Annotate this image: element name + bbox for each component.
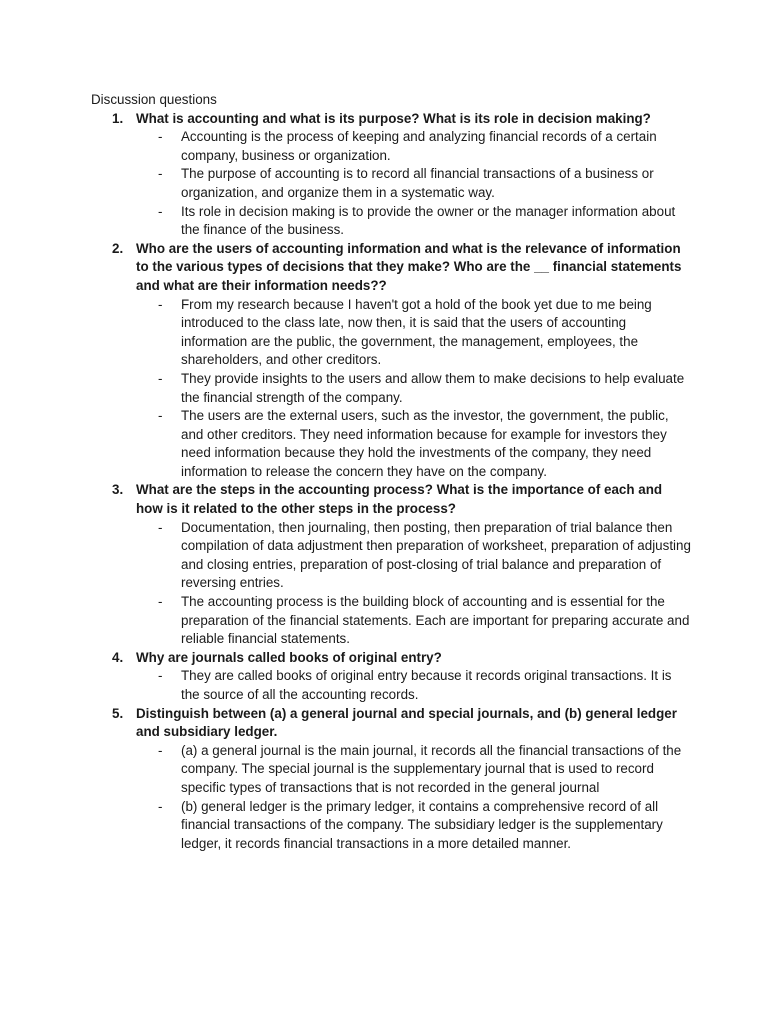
answer-text: The purpose of accounting is to record all financial transactions of a business or organization, and organize them in a systematic way. — [181, 166, 654, 200]
answer-text: Documentation, then journaling, then posting, then preparation of trial balance then compilation of data adjustment then preparation of worksheet, preparation of adjusting and closing entries, preparation of post-closing of trial balance and preparation of reversing entries. — [181, 519, 691, 591]
answer-text: Its role in decision making is to provide the owner or the manager information about the finance of the business. — [181, 203, 676, 238]
answer-text: From my research because I haven't got a hold of the book yet due to me being introduced to the class late, now then, it is said that the users of accounting information are the public, the government, the management, employees, the shareholders, and other creditors. — [181, 296, 652, 368]
answer-item — [136, 165, 691, 202]
answer-item — [136, 407, 691, 481]
answer-list — [136, 519, 691, 649]
question-number: 2. — [112, 240, 124, 256]
answer-text: They are called books of original entry because it records original transactions. It is the source of all the accounting records. — [181, 668, 672, 702]
answer-item — [136, 128, 691, 165]
answer-item — [136, 296, 691, 370]
dash-bullet: - — [158, 798, 163, 814]
answer-list — [136, 667, 691, 704]
answer-text: The users are the external users, such as the investor, the government, the public, and other creditors. They need information because for example for investors they need information because they hold the investments of the company, they need information to release the concern they have on the company. — [181, 408, 669, 479]
answer-list — [136, 296, 691, 482]
question-item — [91, 649, 691, 705]
question-item — [91, 240, 691, 482]
question-text: What are the steps in the accounting process? What is the importance of each and how is it related to the other steps in the process? — [136, 482, 663, 517]
question-item — [91, 705, 691, 854]
question-list — [91, 110, 691, 854]
answer-item — [136, 519, 691, 593]
answer-text: Accounting is the process of keeping and analyzing financial records of a certain company, business or organization. — [181, 129, 657, 163]
dash-bullet: - — [158, 203, 163, 219]
question-number: 5. — [112, 705, 124, 721]
question-number: 4. — [112, 649, 124, 665]
answer-item — [136, 667, 691, 704]
question-text: Distinguish between (a) a general journal and special journals, and (b) general ledger and subsidiary ledger. — [136, 705, 677, 740]
page-title: Discussion questions — [91, 92, 217, 107]
answer-item — [136, 593, 691, 649]
dash-bullet: - — [158, 742, 163, 758]
answer-list — [136, 742, 691, 854]
answer-item — [136, 742, 691, 798]
answer-item — [136, 798, 691, 854]
dash-bullet: - — [158, 519, 163, 535]
document-page — [91, 91, 691, 853]
dash-bullet: - — [158, 668, 163, 684]
answer-text: (a) a general journal is the main journal, it records all the financial transactions of the company. The special journal is the supplementary journal that is used to record specific types of transactions that is not recorded in the general journal — [181, 742, 682, 795]
dash-bullet: - — [158, 129, 163, 145]
dash-bullet: - — [158, 370, 163, 386]
answer-item — [136, 370, 691, 407]
answer-text: The accounting process is the building block of accounting and is essential for the preparation of the financial statements. Each are important for preparing accurate and reliable financial statements. — [181, 594, 690, 647]
question-text: Why are journals called books of original entry? — [136, 649, 442, 665]
question-number: 3. — [112, 482, 124, 498]
question-item — [91, 481, 691, 648]
question-number: 1. — [112, 110, 124, 126]
question-text: What is accounting and what is its purpose? What is its role in decision making? — [136, 110, 651, 126]
dash-bullet: - — [158, 166, 163, 182]
dash-bullet: - — [158, 408, 163, 424]
question-item — [91, 110, 691, 240]
answer-text: (b) general ledger is the primary ledger, it contains a comprehensive record of all financial transactions of the company. The subsidiary ledger is the supplementary ledger, it records financial transactions in a more detailed manner. — [181, 798, 663, 851]
answer-list — [136, 128, 691, 240]
answer-text: They provide insights to the users and allow them to make decisions to help evaluate the financial strength of the company. — [181, 370, 685, 405]
dash-bullet: - — [158, 594, 163, 610]
question-text: Who are the users of accounting information and what is the relevance of information to the various types of decisions that they make? Who are the __ financial statements and what are their information needs?? — [136, 240, 682, 293]
answer-item — [136, 203, 691, 240]
dash-bullet: - — [158, 296, 163, 312]
